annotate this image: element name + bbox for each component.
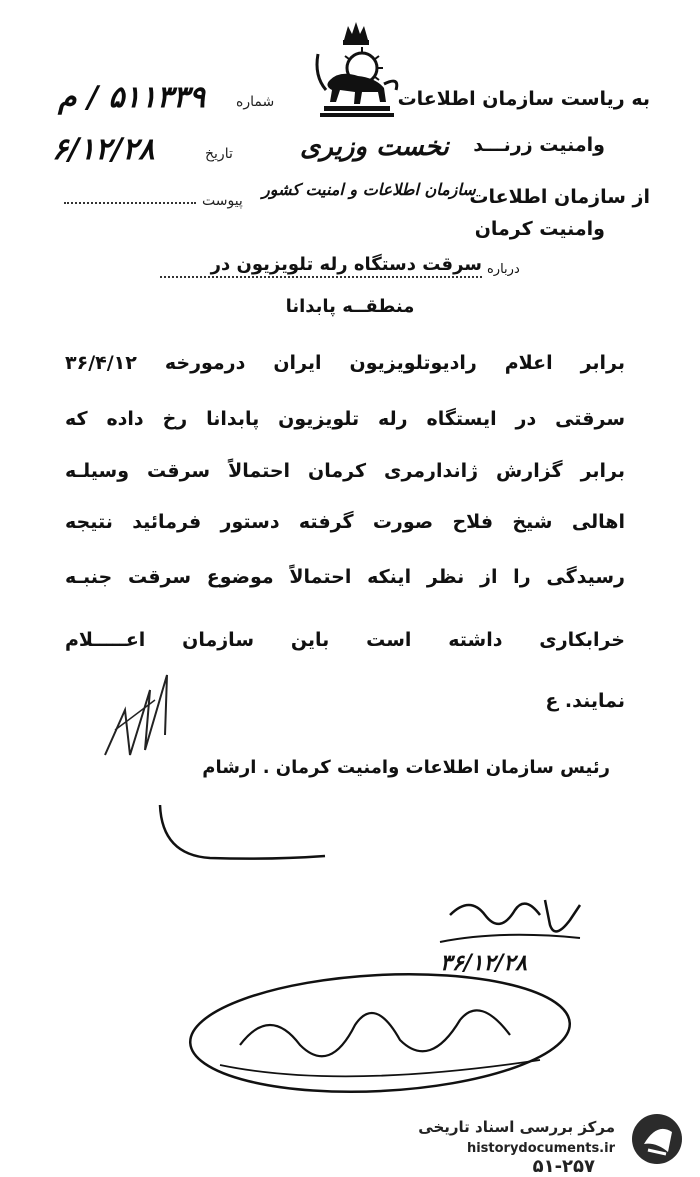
subject-line-2: منطقــه پابدانا <box>285 296 415 317</box>
lion-and-sun-emblem-icon <box>300 18 410 123</box>
attachment-dotted-line <box>64 202 196 204</box>
handwritten-date: ۳۶/۱۲/۲۸ <box>440 950 527 976</box>
archive-website: historydocuments.ir <box>466 1141 615 1156</box>
archive-logo-icon <box>630 1112 684 1166</box>
body-line: سرقتی در ایستگاه رله تلویزیون پابدانا رخ داده که <box>65 408 625 430</box>
attachment-label: پیوست <box>202 193 243 209</box>
number-label: شماره <box>236 94 275 110</box>
signature-scribble-icon <box>95 660 185 770</box>
body-line: اهالی شیخ فلاح صورت گرفته دستور فرمائید نتیجه <box>65 511 625 533</box>
oval-scribble-icon <box>180 965 580 1105</box>
body-line: برابر اعلام رادیوتلویزیون ایران درمورخه ۳۶/۴/۱۲ <box>65 352 625 374</box>
body-line: خرابکاری داشته است باین سازمان اعـــــلام <box>65 629 625 651</box>
body-line: نمایند. ع <box>545 690 625 712</box>
subject-line-1: سرقت دستگاه رله تلویزیون در <box>210 254 482 275</box>
date-value: ۶/۱۲/۲۸ <box>52 132 155 167</box>
signature-title: رئیس سازمان اطلاعات وامنیت کرمان . ارشام <box>202 757 610 778</box>
subject-dotted-line <box>160 276 482 278</box>
pen-stroke-icon <box>150 800 330 870</box>
handwritten-prime-ministry: نخست وزیری <box>300 132 449 162</box>
date-label: تاریخ <box>205 146 233 162</box>
sender-line-2: وامنیت کرمان <box>474 218 605 240</box>
body-line: برابر گزارش ژاندارمری کرمان احتمالاً سرقت وسیلـه <box>65 460 625 482</box>
subject-label: درباره <box>487 262 520 277</box>
archive-name: مرکز بررسی اسناد تاریخی <box>418 1118 615 1136</box>
sender-line-1: از سازمان اطلاعات <box>469 186 650 208</box>
document-number: ۵۱-۲۵۷ <box>532 1156 595 1177</box>
initials-scribble-icon <box>430 880 590 955</box>
number-value: ۵۱۱۳۳۹ / م <box>58 80 206 115</box>
body-line: رسیدگی را از نظر اینکه احتمالاً موضوع سرقت جنبـه <box>65 566 625 588</box>
addressee-line-1: به ریاست سازمان اطلاعات <box>397 88 650 110</box>
addressee-line-2: وامنیت زرنـــد <box>473 134 605 156</box>
handwritten-sender-correction: سازمان اطلاعات و امنیت کشور <box>262 180 476 199</box>
